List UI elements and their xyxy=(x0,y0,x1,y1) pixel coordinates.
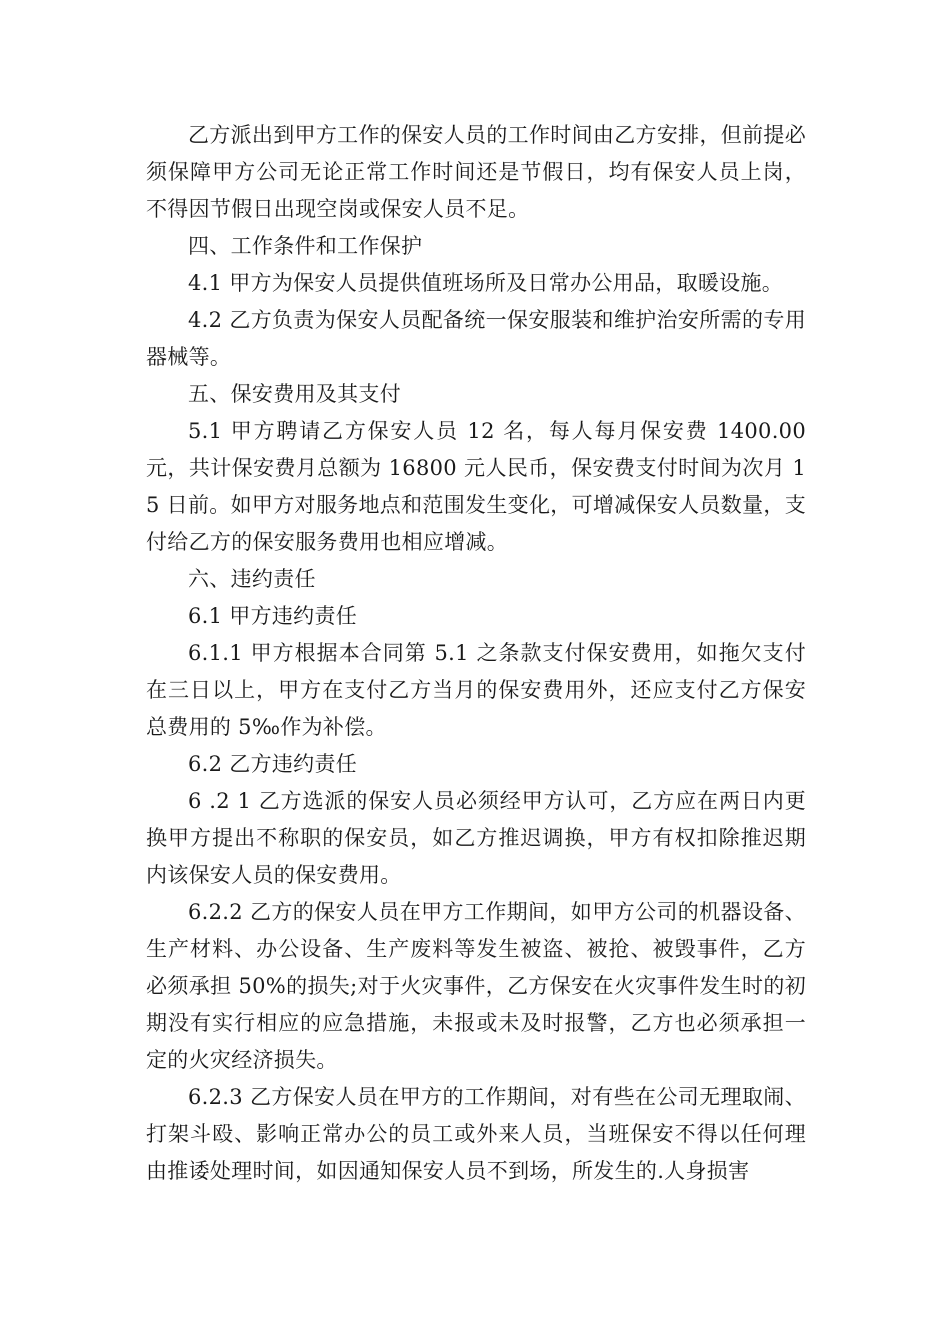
heading-section-4: 四、工作条件和工作保护 xyxy=(188,234,423,258)
clause-6-2-3: 6.2.3 乙方保安人员在甲方的工作期间，对有些在公司无理取闹、打架斗殴、影响正常办公的员工或外来人员，当班保安不得以任何理由推诿处理时间，如因通知保安人员不到场，所发生的.人身损害 xyxy=(146,1085,806,1183)
paragraph-work-schedule: 乙方派出到甲方工作的保安人员的工作时间由乙方安排，但前提必须保障甲方公司无论正常工作时间还是节假日，均有保安人员上岗，不得因节假日出现空岗或保安人员不足。 xyxy=(146,123,806,221)
heading-section-5: 五、保安费用及其支付 xyxy=(188,382,401,406)
clause-4-2: 4.2 乙方负责为保安人员配备统一保安服装和维护治安所需的专用器械等。 xyxy=(146,308,806,369)
clause-6-1-1: 6.1.1 甲方根据本合同第 5.1 之条款支付保安费用，如拖欠支付在三日以上，甲方在支付乙方当月的保安费用外，还应支付乙方保安总费用的 5‰作为补偿。 xyxy=(146,641,806,739)
clause-6-1: 6.1 甲方违约责任 xyxy=(188,604,358,628)
heading-section-6: 六、违约责任 xyxy=(188,567,316,591)
clause-6-2-2: 6.2.2 乙方的保安人员在甲方工作期间，如甲方公司的机器设备、生产材料、办公设备、生产废料等发生被盗、被抢、被毁事件，乙方必须承担 50%的损失;对于火灾事件，乙方保安在火灾事件发生时的初期没有实行相应的应急措施，未报或未及时报警，乙方也必须承担一定的火灾经济损失。 xyxy=(146,900,806,1072)
clause-5-1: 5.1 甲方聘请乙方保安人员 12 名，每人每月保安费 1400.00 元，共计保安费月总额为 16800 元人民币，保安费支付时间为次月 15 日前。如甲方对服务地点和范围发生变化，可增减保安人员数量，支付给乙方的保安服务费用也相应增减。 xyxy=(146,419,806,554)
clause-4-1: 4.1 甲方为保安人员提供值班场所及日常办公用品，取暖设施。 xyxy=(188,271,784,295)
clause-6-2-1: 6 .2 1 乙方选派的保安人员必须经甲方认可，乙方应在两日内更换甲方提出不称职的保安员，如乙方推迟调换，甲方有权扣除推迟期内该保安人员的保安费用。 xyxy=(146,789,806,887)
clause-6-2: 6.2 乙方违约责任 xyxy=(188,752,358,776)
document-body xyxy=(146,117,806,1190)
